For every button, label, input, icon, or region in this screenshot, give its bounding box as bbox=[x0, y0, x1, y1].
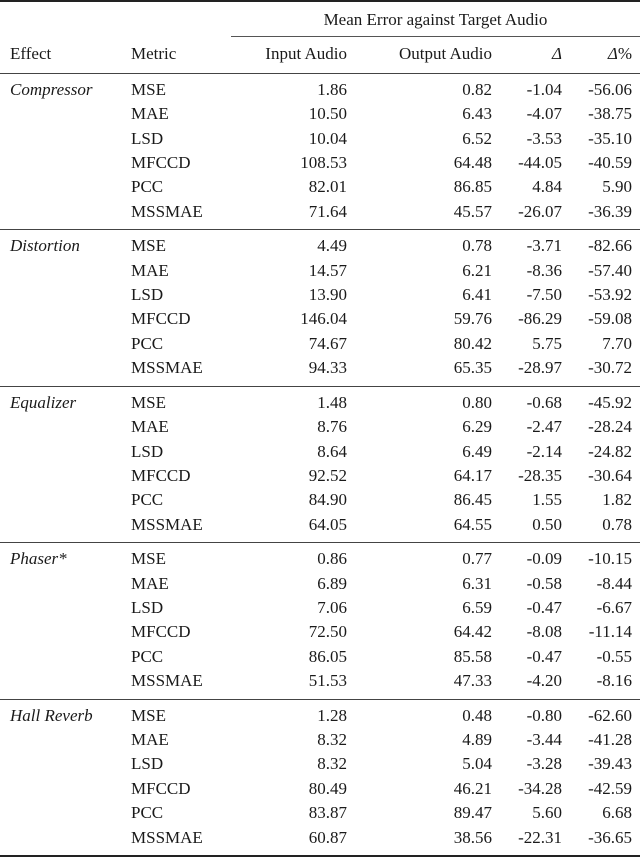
delta-percent-value: -28.24 bbox=[588, 417, 632, 437]
metric-name: PCC bbox=[131, 333, 164, 353]
metric-name: MSSMAE bbox=[131, 671, 203, 691]
delta-percent-value: -39.43 bbox=[588, 754, 632, 774]
table-row bbox=[0, 464, 640, 488]
delta-value: -0.68 bbox=[526, 392, 562, 412]
input-audio-value: 1.28 bbox=[317, 705, 347, 725]
metric-name: MSE bbox=[131, 705, 166, 725]
input-audio-value: 74.67 bbox=[308, 333, 347, 353]
delta-value: -0.80 bbox=[526, 705, 562, 725]
input-audio-value: 7.06 bbox=[317, 597, 347, 617]
input-audio-value: 14.57 bbox=[308, 260, 347, 280]
metric-name: MSSMAE bbox=[131, 827, 203, 847]
delta-percent-value: 7.70 bbox=[602, 333, 632, 353]
output-audio-value: 0.78 bbox=[462, 236, 492, 256]
delta-value: -3.53 bbox=[526, 128, 562, 148]
table-row bbox=[0, 151, 640, 175]
effect-cell-empty bbox=[0, 175, 131, 199]
delta-value: -4.07 bbox=[526, 104, 562, 124]
table-row bbox=[0, 572, 640, 596]
table-row bbox=[0, 386, 640, 415]
table-row bbox=[0, 645, 640, 669]
delta-percent-value: -10.15 bbox=[588, 549, 632, 569]
delta-value: -2.14 bbox=[526, 441, 562, 461]
delta-percent-value: -36.39 bbox=[588, 201, 632, 221]
effect-cell-empty bbox=[0, 826, 131, 856]
metric-name: MFCCD bbox=[131, 153, 191, 173]
delta-percent-value: -40.59 bbox=[588, 153, 632, 173]
column-header-metric: Metric bbox=[131, 44, 177, 64]
effect-cell-empty bbox=[0, 645, 131, 669]
output-audio-value: 6.31 bbox=[462, 573, 492, 593]
input-audio-value: 83.87 bbox=[308, 803, 347, 823]
table-row bbox=[0, 440, 640, 464]
effect-cell-empty bbox=[0, 200, 131, 230]
delta-value: -22.31 bbox=[518, 827, 562, 847]
effect-cell-empty bbox=[0, 596, 131, 620]
output-audio-value: 64.42 bbox=[453, 622, 492, 642]
table-row bbox=[0, 488, 640, 512]
delta-percent-value: -59.08 bbox=[588, 309, 632, 329]
delta-percent-value: -62.60 bbox=[588, 705, 632, 725]
metric-name: PCC bbox=[131, 177, 164, 197]
metric-name: PCC bbox=[131, 803, 164, 823]
input-audio-value: 72.50 bbox=[308, 622, 347, 642]
metric-name: MSE bbox=[131, 392, 166, 412]
table-row bbox=[0, 73, 640, 102]
delta-value: -1.04 bbox=[526, 79, 562, 99]
output-audio-value: 0.82 bbox=[462, 79, 492, 99]
delta-percent-value: 5.90 bbox=[602, 177, 632, 197]
metric-name: MFCCD bbox=[131, 309, 191, 329]
table-row bbox=[0, 283, 640, 307]
effect-cell-empty bbox=[0, 259, 131, 283]
output-audio-value: 64.48 bbox=[453, 153, 492, 173]
delta-value: -8.36 bbox=[526, 260, 562, 280]
output-audio-value: 65.35 bbox=[453, 358, 492, 378]
table-header bbox=[0, 1, 640, 73]
effect-cell-empty bbox=[0, 415, 131, 439]
delta-value: -26.07 bbox=[518, 201, 562, 221]
metric-name: LSD bbox=[131, 597, 164, 617]
delta-value: 0.50 bbox=[532, 514, 562, 534]
empty-header-cell bbox=[0, 1, 131, 37]
delta-value: 4.84 bbox=[532, 177, 562, 197]
table-row bbox=[0, 230, 640, 259]
effect-cell-empty bbox=[0, 620, 131, 644]
input-audio-value: 8.32 bbox=[317, 729, 347, 749]
column-header-delta-percent bbox=[562, 37, 640, 73]
delta-percent-value: -6.67 bbox=[596, 597, 632, 617]
table-row bbox=[0, 513, 640, 543]
output-audio-value: 0.80 bbox=[462, 392, 492, 412]
table-row bbox=[0, 102, 640, 126]
effect-cell-empty bbox=[0, 356, 131, 386]
delta-percent-value: -57.40 bbox=[588, 260, 632, 280]
metric-name: MAE bbox=[131, 104, 169, 124]
output-audio-value: 64.55 bbox=[453, 514, 492, 534]
table-row bbox=[0, 259, 640, 283]
delta-value: -3.71 bbox=[526, 236, 562, 256]
output-audio-value: 59.76 bbox=[453, 309, 492, 329]
effect-name: Phaser* bbox=[10, 549, 67, 569]
effect-cell-empty bbox=[0, 332, 131, 356]
input-audio-value: 1.86 bbox=[317, 79, 347, 99]
output-audio-value: 86.85 bbox=[453, 177, 492, 197]
table-row bbox=[0, 801, 640, 825]
metric-name: MSSMAE bbox=[131, 358, 203, 378]
table-row bbox=[0, 175, 640, 199]
effect-cell-empty bbox=[0, 777, 131, 801]
output-audio-value: 5.04 bbox=[462, 754, 492, 774]
delta-percent-value: -45.92 bbox=[588, 392, 632, 412]
input-audio-value: 64.05 bbox=[308, 514, 347, 534]
input-audio-value: 6.89 bbox=[317, 573, 347, 593]
table-row bbox=[0, 596, 640, 620]
group-header-mean-error: Mean Error against Target Audio bbox=[231, 1, 640, 37]
output-audio-value: 6.21 bbox=[462, 260, 492, 280]
effect-name: Compressor bbox=[10, 79, 93, 99]
effect-cell-empty bbox=[0, 307, 131, 331]
metric-name: MFCCD bbox=[131, 465, 191, 485]
delta-percent-value: -56.06 bbox=[588, 79, 632, 99]
output-audio-value: 47.33 bbox=[453, 671, 492, 691]
column-header-effect: Effect bbox=[10, 44, 52, 64]
delta-value: -8.08 bbox=[526, 622, 562, 642]
column-header-delta bbox=[492, 37, 562, 73]
table-row bbox=[0, 777, 640, 801]
delta-percent-value: 0.78 bbox=[602, 514, 632, 534]
input-audio-value: 4.49 bbox=[317, 236, 347, 256]
percent-symbol: % bbox=[617, 44, 632, 64]
delta-percent-value: -30.72 bbox=[588, 358, 632, 378]
output-audio-value: 6.29 bbox=[462, 417, 492, 437]
table-row bbox=[0, 332, 640, 356]
empty-header-cell bbox=[131, 1, 231, 37]
delta-value: -0.47 bbox=[526, 597, 562, 617]
input-audio-value: 92.52 bbox=[308, 465, 347, 485]
effect-cell-empty bbox=[0, 572, 131, 596]
column-header-row bbox=[0, 37, 640, 73]
metric-name: MSE bbox=[131, 236, 166, 256]
input-audio-value: 10.04 bbox=[308, 128, 347, 148]
effect-cell-empty bbox=[0, 801, 131, 825]
metric-name: MAE bbox=[131, 417, 169, 437]
input-audio-value: 8.64 bbox=[317, 441, 347, 461]
output-audio-value: 6.41 bbox=[462, 285, 492, 305]
delta-value: -0.47 bbox=[526, 646, 562, 666]
input-audio-value: 60.87 bbox=[308, 827, 347, 847]
delta-percent-value: -30.64 bbox=[588, 465, 632, 485]
input-audio-value: 94.33 bbox=[308, 358, 347, 378]
delta-value: -44.05 bbox=[518, 153, 562, 173]
delta-percent-value: -38.75 bbox=[588, 104, 632, 124]
effect-cell-empty bbox=[0, 513, 131, 543]
output-audio-value: 86.45 bbox=[453, 490, 492, 510]
delta-percent-value: -8.16 bbox=[596, 671, 632, 691]
metric-name: MFCCD bbox=[131, 778, 191, 798]
table-row bbox=[0, 669, 640, 699]
metric-name: MSE bbox=[131, 79, 166, 99]
delta-value: -7.50 bbox=[526, 285, 562, 305]
column-header-input-audio: Input Audio bbox=[265, 44, 347, 64]
table-row bbox=[0, 620, 640, 644]
effect-cell-empty bbox=[0, 464, 131, 488]
column-header-output-audio: Output Audio bbox=[398, 44, 492, 64]
metric-name: MSSMAE bbox=[131, 201, 203, 221]
effect-cell-empty bbox=[0, 151, 131, 175]
metric-name: MFCCD bbox=[131, 622, 191, 642]
metric-name: LSD bbox=[131, 441, 164, 461]
output-audio-value: 6.43 bbox=[462, 104, 492, 124]
table-row bbox=[0, 826, 640, 856]
delta-percent-value: -0.55 bbox=[596, 646, 632, 666]
input-audio-value: 8.32 bbox=[317, 754, 347, 774]
delta-value: -28.35 bbox=[518, 465, 562, 485]
delta-symbol: Δ bbox=[552, 44, 562, 64]
delta-symbol: Δ bbox=[607, 44, 618, 64]
input-audio-value: 51.53 bbox=[308, 671, 347, 691]
input-audio-value: 86.05 bbox=[308, 646, 347, 666]
table-row bbox=[0, 307, 640, 331]
metric-name: MAE bbox=[131, 573, 169, 593]
delta-percent-value: -42.59 bbox=[588, 778, 632, 798]
delta-percent-value: -41.28 bbox=[588, 729, 632, 749]
output-audio-value: 6.59 bbox=[462, 597, 492, 617]
effect-cell-empty bbox=[0, 488, 131, 512]
delta-value: -3.44 bbox=[526, 729, 562, 749]
output-audio-value: 85.58 bbox=[453, 646, 492, 666]
delta-value: -34.28 bbox=[518, 778, 562, 798]
input-audio-value: 0.86 bbox=[317, 549, 347, 569]
metric-name: PCC bbox=[131, 490, 164, 510]
effect-cell-empty bbox=[0, 728, 131, 752]
delta-value: -2.47 bbox=[526, 417, 562, 437]
input-audio-value: 1.48 bbox=[317, 392, 347, 412]
input-audio-value: 82.01 bbox=[308, 177, 347, 197]
effect-cell-empty bbox=[0, 440, 131, 464]
table-row bbox=[0, 699, 640, 728]
delta-value: -4.20 bbox=[526, 671, 562, 691]
delta-percent-value: -36.65 bbox=[588, 827, 632, 847]
metric-name: LSD bbox=[131, 285, 164, 305]
output-audio-value: 6.52 bbox=[462, 128, 492, 148]
table-row bbox=[0, 127, 640, 151]
metric-name: PCC bbox=[131, 646, 164, 666]
delta-value: -3.28 bbox=[526, 754, 562, 774]
delta-percent-value: -8.44 bbox=[596, 573, 632, 593]
effect-name: Equalizer bbox=[10, 392, 77, 412]
metric-name: MSSMAE bbox=[131, 514, 203, 534]
metric-name: LSD bbox=[131, 754, 164, 774]
effect-cell-empty bbox=[0, 669, 131, 699]
output-audio-value: 0.77 bbox=[462, 549, 492, 569]
output-audio-value: 4.89 bbox=[462, 729, 492, 749]
table-body bbox=[0, 73, 640, 856]
input-audio-value: 10.50 bbox=[308, 104, 347, 124]
input-audio-value: 8.76 bbox=[317, 417, 347, 437]
output-audio-value: 6.49 bbox=[462, 441, 492, 461]
output-audio-value: 46.21 bbox=[453, 778, 492, 798]
table-row bbox=[0, 200, 640, 230]
group-header-row bbox=[0, 1, 640, 37]
delta-percent-value: 1.82 bbox=[602, 490, 632, 510]
table-row bbox=[0, 356, 640, 386]
table-row bbox=[0, 415, 640, 439]
delta-percent-value: -53.92 bbox=[588, 285, 632, 305]
input-audio-value: 71.64 bbox=[308, 201, 347, 221]
effect-cell-empty bbox=[0, 102, 131, 126]
table-row bbox=[0, 752, 640, 776]
delta-percent-value: -24.82 bbox=[588, 441, 632, 461]
delta-percent-value: -82.66 bbox=[588, 236, 632, 256]
output-audio-value: 89.47 bbox=[453, 803, 492, 823]
effect-cell-empty bbox=[0, 752, 131, 776]
metric-name: MAE bbox=[131, 260, 169, 280]
delta-value: 1.55 bbox=[532, 490, 562, 510]
output-audio-value: 0.48 bbox=[462, 705, 492, 725]
delta-percent-value: -11.14 bbox=[588, 622, 632, 642]
table-row bbox=[0, 543, 640, 572]
delta-value: -0.58 bbox=[526, 573, 562, 593]
effect-cell-empty bbox=[0, 283, 131, 307]
delta-value: -28.97 bbox=[518, 358, 562, 378]
table-row bbox=[0, 728, 640, 752]
output-audio-value: 45.57 bbox=[453, 201, 492, 221]
output-audio-value: 38.56 bbox=[453, 827, 492, 847]
input-audio-value: 108.53 bbox=[300, 153, 347, 173]
delta-value: 5.60 bbox=[532, 803, 562, 823]
metric-name: MAE bbox=[131, 729, 169, 749]
delta-percent-value: -35.10 bbox=[588, 128, 632, 148]
delta-value: -0.09 bbox=[526, 549, 562, 569]
metric-name: LSD bbox=[131, 128, 164, 148]
delta-value: 5.75 bbox=[532, 333, 562, 353]
effect-name: Distortion bbox=[10, 236, 80, 256]
delta-percent-value: 6.68 bbox=[602, 803, 632, 823]
input-audio-value: 13.90 bbox=[308, 285, 347, 305]
input-audio-value: 84.90 bbox=[308, 490, 347, 510]
delta-value: -86.29 bbox=[518, 309, 562, 329]
output-audio-value: 80.42 bbox=[453, 333, 492, 353]
effect-name: Hall Reverb bbox=[10, 705, 93, 725]
effect-cell-empty bbox=[0, 127, 131, 151]
input-audio-value: 146.04 bbox=[300, 309, 347, 329]
output-audio-value: 64.17 bbox=[453, 465, 492, 485]
input-audio-value: 80.49 bbox=[308, 778, 347, 798]
metric-name: MSE bbox=[131, 549, 166, 569]
